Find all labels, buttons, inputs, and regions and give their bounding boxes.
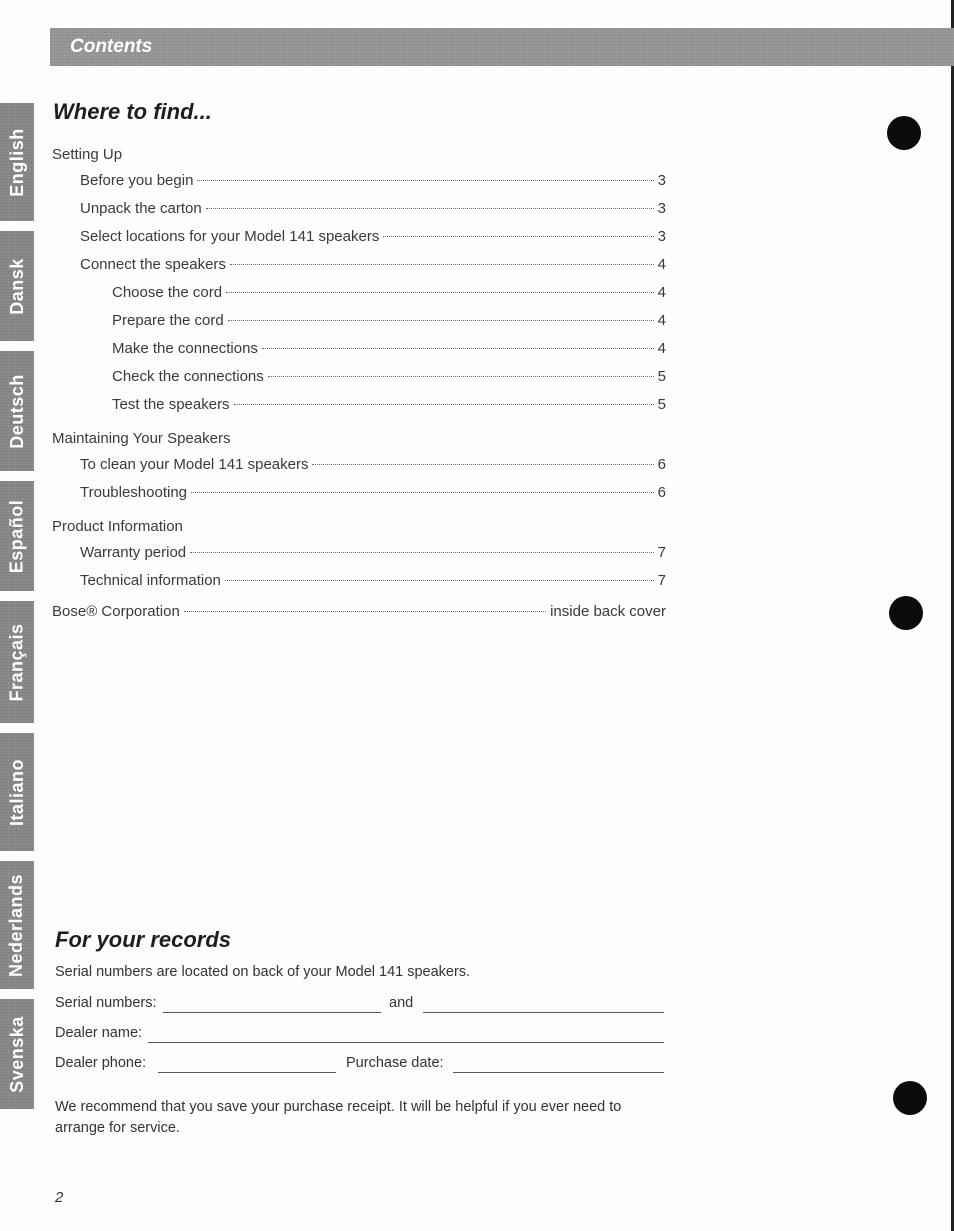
toc-entry-page: 7 [657, 572, 666, 589]
toc-entry-page: 4 [657, 284, 666, 301]
tab-label: Italiano [6, 758, 27, 826]
serial-number-1-field[interactable] [163, 1012, 381, 1013]
toc-entry-page: 4 [657, 340, 666, 357]
toc-entry[interactable] [112, 396, 666, 416]
dot-leader [262, 348, 654, 349]
toc-entry[interactable] [112, 340, 666, 360]
tab-deutsch[interactable] [0, 351, 34, 471]
header-bar [50, 28, 954, 66]
toc-entry-page: 6 [657, 456, 666, 473]
dealer-phone-field[interactable] [158, 1072, 336, 1073]
toc-entry[interactable] [80, 456, 666, 476]
binder-hole [887, 116, 921, 150]
toc-entry-label: Unpack the carton [80, 200, 202, 217]
and-label: and [389, 995, 414, 1011]
tab-english[interactable] [0, 103, 34, 221]
tab-label: Dansk [6, 257, 27, 315]
records-note: We recommend that you save your purchase receipt. It will be helpful if you ever need to arrange for service. [55, 1099, 622, 1136]
purchase-date-label: Purchase date: [346, 1055, 444, 1071]
toc-entry-page: 3 [657, 228, 666, 245]
toc-entry-label: Choose the cord [112, 284, 223, 301]
toc-entry-label: Technical information [80, 572, 221, 589]
toc-entry-label: To clean your Model 141 speakers [80, 456, 309, 473]
tab-nederlands[interactable] [0, 861, 34, 989]
serial-number-2-field[interactable] [423, 1012, 664, 1013]
toc-entry-label: Make the connections [112, 340, 258, 357]
toc-entry-label: Connect the speakers [80, 256, 226, 273]
toc-entry[interactable] [80, 200, 666, 220]
toc-entry[interactable] [112, 312, 666, 332]
toc-entry-label: Bose® Corporation [52, 603, 180, 620]
toc-section-heading: Product Information [52, 518, 183, 535]
dot-leader [230, 264, 654, 265]
toc-entry[interactable] [112, 284, 666, 304]
toc-entry-label: Check the connections [112, 368, 264, 385]
purchase-date-field[interactable] [453, 1072, 664, 1073]
toc-entry-label: Before you begin [80, 172, 194, 189]
toc-entry-page: inside back cover [550, 603, 666, 620]
dot-leader [190, 552, 654, 553]
binder-hole [889, 596, 923, 630]
dealer-phone-label: Dealer phone: [55, 1055, 147, 1071]
toc-entry[interactable] [112, 368, 666, 388]
tab-label: English [6, 127, 27, 197]
toc-entry-page: 4 [657, 256, 666, 273]
toc-entry[interactable] [80, 484, 666, 504]
dot-leader [268, 376, 654, 377]
toc-entry-label: Prepare the cord [112, 312, 224, 329]
toc-entry[interactable] [80, 256, 666, 276]
toc-entry-page: 7 [657, 544, 666, 561]
toc-entry-page: 5 [657, 396, 666, 413]
dealer-name-label: Dealer name: [55, 1025, 143, 1041]
tab-label: Deutsch [6, 373, 27, 449]
tab-espanol[interactable] [0, 481, 34, 591]
toc-entry-page: 6 [657, 484, 666, 501]
dot-leader [225, 580, 654, 581]
dealer-name-field[interactable] [148, 1042, 664, 1043]
dot-leader [383, 236, 653, 237]
tab-label: Nederlands [6, 873, 27, 977]
dot-leader [228, 320, 654, 321]
tab-label: Español [6, 499, 27, 573]
dot-leader [234, 404, 654, 405]
serial-label: Serial numbers: [55, 995, 157, 1011]
tab-italiano[interactable] [0, 733, 34, 851]
toc-entry[interactable] [80, 172, 666, 192]
dot-leader [206, 208, 654, 209]
header-title: Contents [70, 36, 153, 57]
tab-svenska[interactable] [0, 999, 34, 1109]
tab-francais[interactable] [0, 601, 34, 723]
toc-entry-label: Test the speakers [112, 396, 230, 413]
tab-label: Français [6, 622, 27, 702]
records-intro: Serial numbers are located on back of your Model 141 speakers. [55, 964, 471, 980]
tab-dansk[interactable] [0, 231, 34, 341]
toc-entry[interactable] [80, 572, 666, 592]
toc-entry-page: 5 [657, 368, 666, 385]
toc-section-heading: Setting Up [52, 146, 123, 163]
toc-entry[interactable] [80, 228, 666, 248]
toc-entry[interactable] [80, 544, 666, 564]
toc-entry-page: 4 [657, 312, 666, 329]
tab-label: Svenska [6, 1015, 27, 1093]
toc-entry-page: 3 [657, 200, 666, 217]
toc-entry-page: 3 [657, 172, 666, 189]
toc-title: Where to find... [53, 99, 212, 124]
toc-entry-bose[interactable] [52, 603, 666, 623]
page-number: 2 [55, 1189, 64, 1206]
binder-hole [893, 1081, 927, 1115]
records-title: For your records [55, 927, 232, 952]
dot-leader [197, 180, 653, 181]
toc-entry-label: Select locations for your Model 141 speakers [80, 228, 380, 245]
dot-leader [184, 611, 546, 612]
toc-entry-label: Warranty period [80, 544, 187, 561]
dot-leader [312, 464, 653, 465]
dot-leader [191, 492, 654, 493]
toc-entry-label: Troubleshooting [80, 484, 188, 501]
toc-section-heading: Maintaining Your Speakers [52, 430, 231, 447]
dot-leader [226, 292, 654, 293]
